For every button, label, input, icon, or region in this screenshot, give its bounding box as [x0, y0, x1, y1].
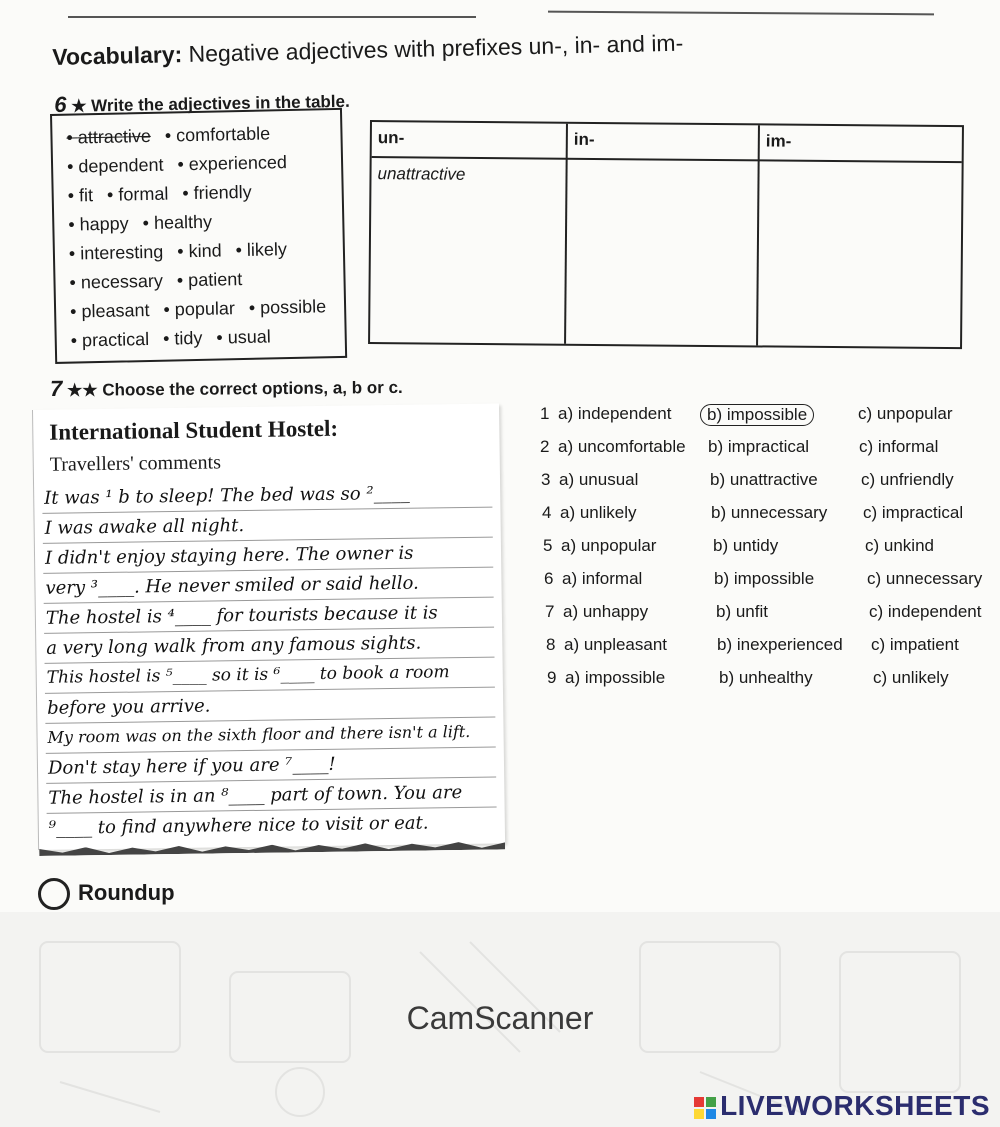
- note-rule: [46, 747, 496, 754]
- word: • kind: [177, 240, 222, 261]
- roundup-label: Roundup: [78, 879, 175, 905]
- option-a[interactable]: a) unhappy: [563, 602, 649, 621]
- option-c[interactable]: c) impatient: [871, 635, 959, 654]
- option-a[interactable]: a) independent: [558, 404, 672, 423]
- section-title-rest: Negative adjectives with prefixes un-, in- and im-: [188, 29, 684, 67]
- brand-name: LIVEWORKSHEETS: [720, 1090, 990, 1121]
- word-line: [66, 123, 284, 149]
- note-line: I didn't enjoy staying here. The owner is: [44, 542, 414, 569]
- exercise-instruction: Write the adjectives in the table.: [91, 91, 350, 116]
- word-box: [50, 108, 347, 364]
- exercise-number: 6: [54, 91, 67, 117]
- word-line: [70, 296, 340, 323]
- option-a[interactable]: a) informal: [562, 569, 643, 588]
- word: • patient: [177, 269, 243, 290]
- table-divider: [756, 125, 760, 345]
- option-c[interactable]: c) unpopular: [858, 404, 953, 423]
- word: • interesting: [69, 242, 164, 264]
- word-line: [67, 152, 301, 178]
- option-c[interactable]: c) unnecessary: [867, 569, 983, 588]
- option-b[interactable]: b) unattractive: [710, 470, 818, 489]
- question-number: 2: [540, 437, 550, 456]
- note-title: International Student Hostel:: [49, 415, 339, 445]
- word: • healthy: [142, 212, 212, 233]
- prefix-table: [368, 120, 964, 349]
- option-b[interactable]: b) untidy: [713, 536, 779, 555]
- word-line: [69, 269, 256, 294]
- question-number: 5: [543, 536, 553, 555]
- table-header-in: in-: [573, 129, 595, 149]
- word: • fit: [68, 185, 94, 206]
- hostel-comments-note: [32, 403, 505, 849]
- question-number: 9: [547, 668, 557, 687]
- option-a[interactable]: a) unlikely: [560, 503, 637, 522]
- option-b[interactable]: b) inexperienced: [717, 635, 843, 654]
- option-c[interactable]: c) informal: [859, 437, 939, 456]
- question-number: 3: [541, 470, 551, 489]
- star-icon: ★★: [67, 380, 98, 400]
- option-b[interactable]: b) impractical: [708, 437, 810, 456]
- word: • pleasant: [70, 300, 150, 322]
- note-line: This hostel is ⁵____ so it is ⁶____ to book a room: [46, 662, 450, 688]
- word: • practical: [71, 329, 150, 351]
- exercise-instruction: Choose the correct options, a, b or c.: [102, 377, 403, 400]
- roundup-heading: [38, 878, 175, 910]
- liveworksheets-icon: [694, 1097, 716, 1119]
- word: • dependent: [67, 155, 164, 177]
- word: • friendly: [182, 182, 252, 203]
- word-line: [68, 182, 266, 207]
- word-line: [69, 239, 301, 265]
- option-b[interactable]: b) unhealthy: [719, 668, 813, 687]
- option-a[interactable]: a) unusual: [559, 470, 639, 489]
- option-a[interactable]: a) impossible: [565, 668, 666, 687]
- table-example-cell: unattractive: [377, 164, 466, 184]
- option-b[interactable]: b) unnecessary: [711, 503, 828, 522]
- option-a[interactable]: a) uncomfortable: [558, 437, 686, 456]
- word: • happy: [68, 213, 129, 234]
- word: • experienced: [177, 152, 287, 174]
- question-number: 7: [545, 602, 555, 621]
- brand-logo: [694, 1090, 990, 1122]
- question-number: 1: [540, 404, 550, 423]
- option-c[interactable]: c) unlikely: [873, 668, 949, 687]
- note-subtitle: Travellers' comments: [49, 451, 222, 476]
- question-number: 4: [542, 503, 552, 522]
- top-rule-right: [548, 11, 934, 16]
- torn-edge: [39, 839, 505, 856]
- option-c[interactable]: c) unkind: [865, 536, 934, 555]
- option-b[interactable]: b) impossible: [714, 569, 815, 588]
- word: • likely: [235, 239, 287, 260]
- table-header-divider: [372, 156, 962, 163]
- word: • tidy: [163, 328, 203, 349]
- top-rule-left: [68, 16, 476, 18]
- note-line: before you arrive.: [47, 695, 211, 719]
- word: • necessary: [69, 271, 163, 293]
- option-b-selected[interactable]: b) impossible: [700, 404, 814, 426]
- scanner-watermark: CamScanner: [406, 1000, 594, 1036]
- note-line: It was ¹ b to sleep! The bed was so ²____: [44, 482, 410, 509]
- note-line: very ³____. He never smiled or said hello.: [45, 572, 419, 599]
- note-line: The hostel is in an ⁸____ part of town. You are: [48, 782, 463, 809]
- exercise-7-heading: [50, 373, 403, 402]
- word: • attractive: [66, 126, 151, 148]
- note-line: a very long walk from any famous sights.: [46, 632, 422, 659]
- option-c[interactable]: c) independent: [869, 602, 982, 621]
- note-line: I was awake all night.: [44, 515, 245, 539]
- word: • popular: [163, 298, 235, 319]
- word: • possible: [249, 296, 327, 318]
- option-a[interactable]: a) unpleasant: [564, 635, 668, 654]
- option-c[interactable]: c) unfriendly: [861, 470, 954, 489]
- word-line: [71, 326, 285, 351]
- section-title: [52, 30, 684, 71]
- table-header-im: im-: [765, 131, 792, 151]
- exercise-number: 7: [50, 375, 63, 401]
- question-number: 8: [546, 635, 556, 654]
- word: • usual: [216, 326, 271, 347]
- table-header-un: un-: [377, 128, 405, 148]
- note-line: ⁹____ to find anywhere nice to visit or eat.: [48, 812, 429, 839]
- roundup-icon: [38, 878, 70, 910]
- star-icon: ★: [71, 96, 87, 116]
- word: • formal: [107, 184, 169, 205]
- question-number: 6: [544, 569, 554, 588]
- word-line: [68, 211, 226, 235]
- note-rule: [45, 687, 495, 694]
- option-b[interactable]: b) unfit: [716, 602, 768, 621]
- word: • comfortable: [165, 123, 271, 145]
- note-line: Don't stay here if you are ⁷____!: [47, 753, 336, 779]
- note-line: My room was on the sixth floor and there isn't a lift.: [47, 721, 471, 747]
- section-title-bold: Vocabulary:: [52, 41, 183, 70]
- note-line: The hostel is ⁴____ for tourists because it is: [45, 602, 438, 629]
- option-c[interactable]: c) impractical: [863, 503, 964, 522]
- option-a[interactable]: a) unpopular: [561, 536, 657, 555]
